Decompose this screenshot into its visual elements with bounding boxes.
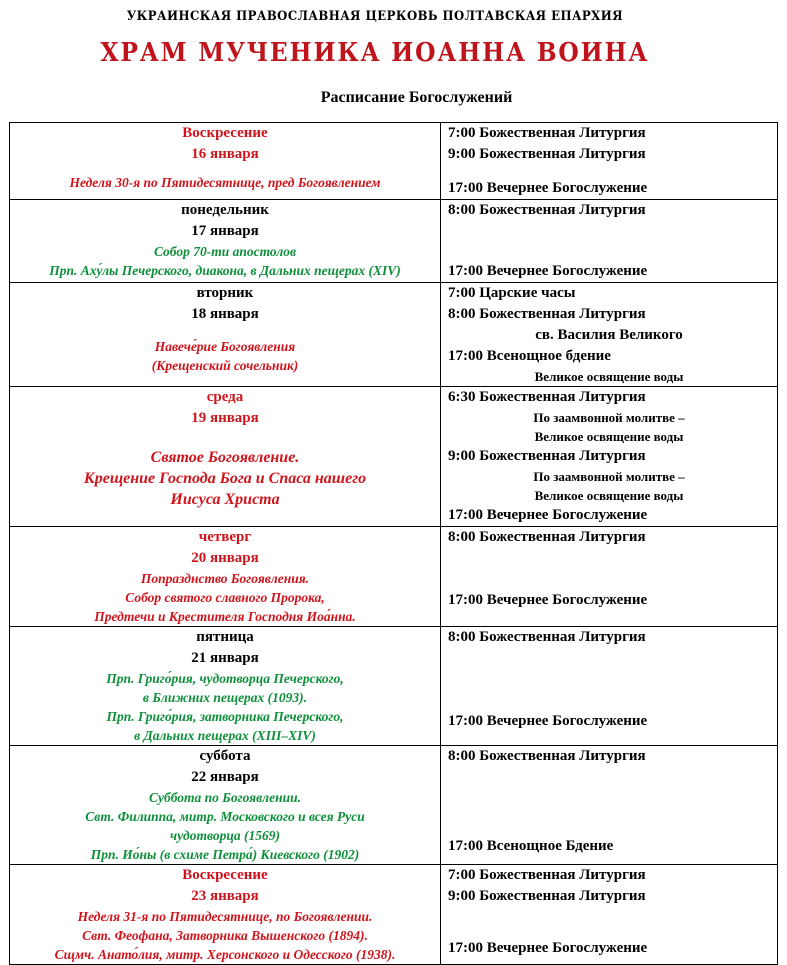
day-note: Неделя 31-я по Пятидесятнице, по Богоявлении. [77,909,373,924]
day-row [10,283,778,387]
date: 16 января [191,146,259,162]
day-note: Свт. Феофана, Затворника Вышенского (1894). [82,928,368,943]
services-cell [441,746,778,865]
service-item: 17:00 Всенощное Бдение [448,838,614,854]
date: 19 января [191,410,259,426]
day-note: Иисуса Христа [170,491,280,508]
service-item: 17:00 Вечернее Богослужение [448,713,648,729]
day-row [10,200,778,283]
weekday: Воскресение [182,867,268,883]
services-cell [441,387,778,527]
day-row [10,387,778,527]
service-item: 8:00 Божественная Литургия [448,529,646,545]
day-note: Прп. Ио́ны (в схиме Петра́) Киевского (1902) [90,847,360,862]
service-item: 8:00 Божественная Литургия [448,306,646,322]
service-item: 17:00 Вечернее Богослужение [448,263,648,279]
service-item: 9:00 Божественная Литургия [448,146,646,162]
date: 17 января [191,223,259,239]
weekday: понедельник [181,202,269,218]
date: 23 января [191,888,259,904]
day-note: Попразднство Богоявления. [140,571,310,586]
schedule-table [9,122,778,965]
day-note: Свт. Филиппа, митр. Московского и всея Руси [85,809,365,824]
day-note: в Ближних пещерах (1093). [142,690,308,705]
services-cell [441,527,778,627]
eparchy-title: УКРАИНСКАЯ ПРАВОСЛАВНАЯ ЦЕРКОВЬ ПОЛТАВСКАЯ ЕПАРХИЯ [126,9,623,24]
weekday: четверг [198,529,252,545]
service-item: 8:00 Божественная Литургия [448,748,646,764]
day-row [10,865,778,965]
day-row [10,123,778,200]
service-note: Великое освящение воды [534,429,684,444]
day-note: Суббота по Богоявлении. [149,790,301,805]
day-info [10,627,441,746]
service-note: По заамвонной молитве – [533,469,685,484]
day-note: Неделя 30-я по Пятидесятнице, пред Богоявлением [69,175,381,190]
service-item: 9:00 Божественная Литургия [448,448,646,464]
day-row [10,746,778,865]
day-info [10,283,441,387]
schedule-title: Расписание Богослужений [320,89,513,106]
day-row [10,627,778,746]
service-note: Великое освящение воды [534,488,684,503]
church-title: ХРАМ МУЧЕНИКА ИОАННА ВОИНА [100,38,650,68]
services-cell [441,283,778,387]
service-item: 7:00 Божественная Литургия [448,867,646,883]
day-note: Предтечи и Крестителя Господня Иоа́нна. [94,609,356,624]
service-item: 17:00 Вечернее Богослужение [448,592,648,608]
day-info [10,123,441,200]
date: 21 января [191,650,259,666]
service-item: 17:00 Вечернее Богослужение [448,507,648,523]
services-cell [441,865,778,965]
day-row [10,527,778,627]
day-info [10,865,441,965]
service-item: 17:00 Всенощное бдение [448,348,611,364]
weekday: Воскресение [182,125,268,141]
services-cell [441,627,778,746]
day-note: Собор 70-ти апостолов [153,244,297,259]
day-info [10,527,441,627]
service-note: По заамвонной молитве – [533,410,685,425]
day-note: Навече́рие Богоявления [154,339,296,354]
day-note: Прп. Григо́рия, затворника Печерского, [106,709,344,724]
service-note: Великое освящение воды [534,369,684,384]
services-cell [441,123,778,200]
service-item: 8:00 Божественная Литургия [448,202,646,218]
day-note: (Крещенский сочельник) [151,358,299,373]
service-item: 8:00 Божественная Литургия [448,629,646,645]
day-info [10,200,441,283]
day-note: Сщмч. Анато́лия, митр. Херсонского и Одесского (1938). [54,947,396,962]
weekday: вторник [196,285,254,301]
service-item: 7:00 Царские часы [448,285,576,301]
day-note: Собор святого славного Пророка, [125,590,325,605]
service-item: 9:00 Божественная Литургия [448,888,646,904]
weekday: среда [206,389,244,405]
services-cell [441,200,778,283]
day-info [10,746,441,865]
day-note: Прп. Аху́лы Печерского, диакона, в Дальних пещерах (XIV) [49,263,401,278]
weekday: пятница [196,629,254,645]
service-item: св. Василия Великого [535,327,683,343]
day-note: Святое Богоявление. [150,449,300,466]
service-item: 17:00 Вечернее Богослужение [448,940,648,956]
date: 20 января [191,550,259,566]
service-item: 17:00 Вечернее Богослужение [448,180,648,196]
service-item: 6:30 Божественная Литургия [448,389,646,405]
date: 18 января [191,306,259,322]
service-item: 7:00 Божественная Литургия [448,125,646,141]
day-note: Прп. Григо́рия, чудотворца Печерского, [106,671,344,686]
day-info [10,387,441,527]
day-note: в Дальних пещерах (XIII–XIV) [134,728,316,743]
day-note: чудотворца (1569) [170,828,280,843]
weekday: суббота [199,748,251,764]
day-note: Крещение Господа Бога и Спаса нашего [83,470,367,487]
date: 22 января [191,769,259,785]
